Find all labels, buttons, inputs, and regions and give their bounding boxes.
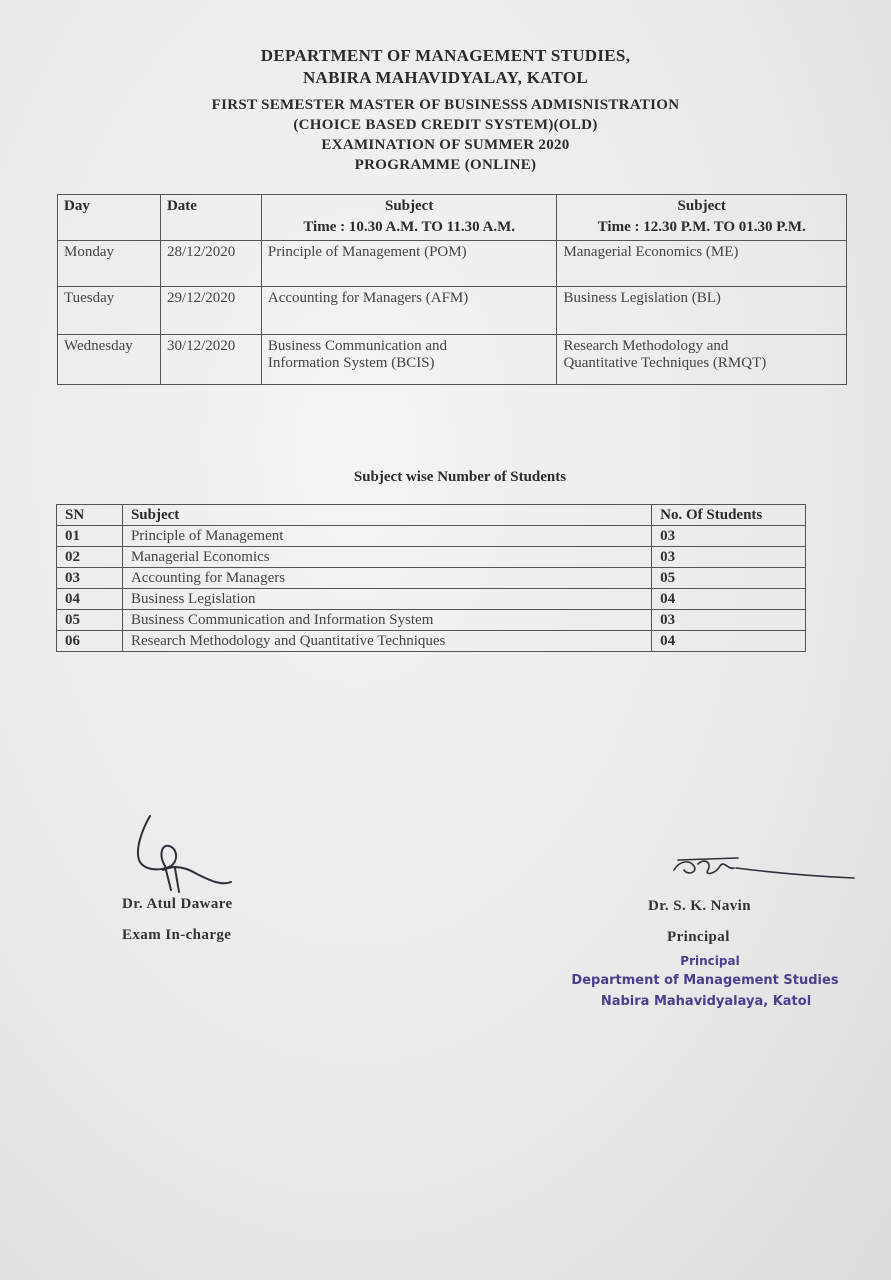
schedule-header-row <box>58 195 847 241</box>
date-cell: 28/12/2020 <box>160 241 261 287</box>
stamp-college: Nabira Mahavidyalaya, Katol <box>600 994 812 1009</box>
students-cell: 05 <box>652 568 806 589</box>
header-date: Date <box>160 195 261 241</box>
exam-system: (CHOICE BASED CREDIT SYSTEM)(OLD) <box>293 117 598 133</box>
day-cell: Tuesday <box>58 287 161 335</box>
header-subject: Subject <box>122 505 651 526</box>
morning-subject: Accounting for Managers (AFM) <box>261 287 557 335</box>
header-subject-afternoon <box>557 195 847 241</box>
header-sn: SN <box>57 505 123 526</box>
table-row <box>57 631 806 652</box>
header-students: No. Of Students <box>652 505 806 526</box>
exam-session: EXAMINATION OF SUMMER 2020 <box>321 137 570 153</box>
sn-cell: 06 <box>57 631 123 652</box>
subject-cell: Principle of Management <box>122 526 651 547</box>
header-time-morning: Time : 10.30 A.M. TO 11.30 A.M. <box>303 219 515 235</box>
student-count-title: Subject wise Number of Students <box>353 469 567 485</box>
afternoon-subject-line2: Quantitative Techniques (RMQT) <box>563 355 767 371</box>
sn-cell: 04 <box>57 589 123 610</box>
table-row <box>57 568 806 589</box>
principal-name: Dr. S. K. Navin <box>648 898 751 914</box>
header-time-afternoon: Time : 12.30 P.M. TO 01.30 P.M. <box>597 219 806 235</box>
header-subject-label: Subject <box>677 198 726 214</box>
table-row <box>57 526 806 547</box>
exam-course: FIRST SEMESTER MASTER OF BUSINESSS ADMISNISTRATION <box>211 97 680 113</box>
morning-subject-line2: Information System (BCIS) <box>267 355 435 371</box>
student-count-table <box>56 504 806 652</box>
students-cell: 03 <box>652 526 806 547</box>
subject-cell: Managerial Economics <box>122 547 651 568</box>
count-header-row <box>57 505 806 526</box>
stamp-department: Department of Management Studies <box>571 973 839 988</box>
college-name: NABIRA MAHAVIDYALAY, KATOL <box>302 68 589 87</box>
schedule-row <box>58 241 847 287</box>
sn-cell: 01 <box>57 526 123 547</box>
sn-cell: 03 <box>57 568 123 589</box>
schedule-row <box>58 335 847 385</box>
table-row <box>57 610 806 631</box>
exam-incharge-name: Dr. Atul Daware <box>122 896 233 912</box>
principal-role: Principal <box>667 929 730 945</box>
afternoon-subject-line1: Research Methodology and <box>563 338 729 354</box>
exam-incharge-role: Exam In-charge <box>122 927 232 943</box>
sn-cell: 05 <box>57 610 123 631</box>
date-cell: 30/12/2020 <box>160 335 261 385</box>
date-cell: 29/12/2020 <box>160 287 261 335</box>
header-day: Day <box>58 195 161 241</box>
students-cell: 03 <box>652 547 806 568</box>
afternoon-subject: Business Legislation (BL) <box>557 287 847 335</box>
day-cell: Wednesday <box>58 335 161 385</box>
students-cell: 04 <box>652 631 806 652</box>
morning-subject-line1: Business Communication and <box>267 338 448 354</box>
subject-cell: Accounting for Managers <box>122 568 651 589</box>
table-row <box>57 547 806 568</box>
schedule-row <box>58 287 847 335</box>
subject-cell: Research Methodology and Quantitative Techniques <box>122 631 651 652</box>
students-cell: 03 <box>652 610 806 631</box>
table-row <box>57 589 806 610</box>
exam-schedule-table <box>57 194 847 385</box>
stamp-title: Principal <box>680 954 740 968</box>
morning-subject <box>261 335 557 385</box>
students-cell: 04 <box>652 589 806 610</box>
sn-cell: 02 <box>57 547 123 568</box>
header-subject-morning <box>261 195 557 241</box>
subject-cell: Business Legislation <box>122 589 651 610</box>
exam-programme: PROGRAMME (ONLINE) <box>354 157 537 173</box>
afternoon-subject: Managerial Economics (ME) <box>557 241 847 287</box>
department-title: DEPARTMENT OF MANAGEMENT STUDIES, <box>260 46 631 65</box>
day-cell: Monday <box>58 241 161 287</box>
subject-cell: Business Communication and Information System <box>122 610 651 631</box>
afternoon-subject <box>557 335 847 385</box>
morning-subject: Principle of Management (POM) <box>261 241 557 287</box>
header-subject-label: Subject <box>384 198 434 214</box>
principal-signature <box>668 848 858 888</box>
